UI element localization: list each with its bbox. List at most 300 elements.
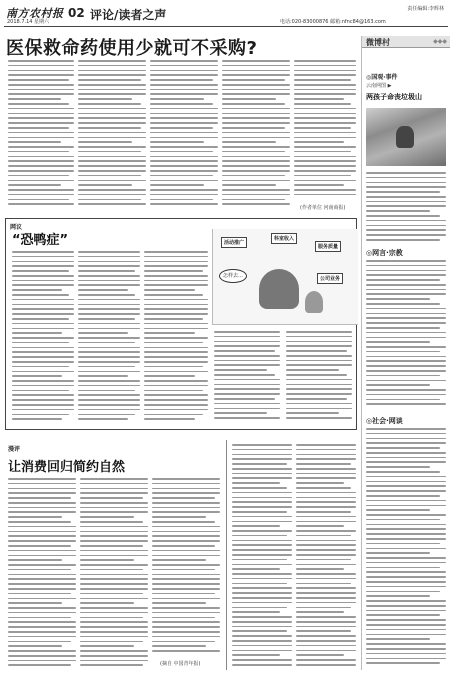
sidebar-text-2 xyxy=(366,260,446,410)
text-line xyxy=(222,70,290,72)
text-line xyxy=(366,452,446,454)
text-line xyxy=(214,417,280,419)
text-line xyxy=(222,160,290,162)
text-line xyxy=(232,540,292,542)
text-line xyxy=(152,636,220,638)
text-line xyxy=(366,289,446,291)
opinion-tag: 网议 xyxy=(10,224,23,231)
text-line xyxy=(296,492,356,494)
text-line xyxy=(144,256,208,258)
text-line xyxy=(152,492,220,494)
text-line xyxy=(366,225,446,227)
text-line xyxy=(80,621,148,623)
text-line xyxy=(366,351,440,353)
text-line xyxy=(232,521,292,523)
text-line xyxy=(366,653,446,655)
text-line xyxy=(150,127,213,129)
text-line xyxy=(286,331,352,333)
text-line xyxy=(294,113,356,115)
text-line xyxy=(144,304,208,306)
text-line xyxy=(214,345,280,347)
text-line xyxy=(78,84,146,86)
text-line xyxy=(232,664,292,666)
text-line xyxy=(12,304,74,306)
text-line xyxy=(78,203,146,205)
text-line xyxy=(232,630,287,632)
text-line xyxy=(12,261,74,263)
text-line xyxy=(366,346,446,348)
text-line xyxy=(144,308,208,310)
text-line xyxy=(80,483,148,485)
text-line xyxy=(286,403,352,405)
text-line xyxy=(8,598,76,600)
text-line xyxy=(8,141,61,143)
text-line xyxy=(152,645,206,647)
text-line xyxy=(214,341,280,343)
issue-date: 2018.7.14 星期六 xyxy=(7,19,50,25)
text-line xyxy=(144,332,195,334)
text-line xyxy=(150,113,218,115)
text-line xyxy=(80,502,148,504)
text-line xyxy=(232,554,292,556)
text-line xyxy=(8,511,76,513)
text-line xyxy=(78,375,128,377)
text-line xyxy=(294,74,356,76)
text-line xyxy=(8,521,71,523)
text-line xyxy=(12,299,74,301)
text-line xyxy=(152,641,215,643)
text-line xyxy=(8,60,74,62)
text-line xyxy=(78,294,135,296)
text-line xyxy=(80,617,143,619)
text-line xyxy=(78,308,140,310)
text-line xyxy=(286,393,352,395)
text-line xyxy=(232,530,292,532)
text-line xyxy=(366,595,430,597)
text-line xyxy=(78,280,140,282)
text-line xyxy=(366,394,446,396)
text-line xyxy=(366,567,440,569)
text-line xyxy=(12,347,74,349)
text-line xyxy=(150,141,204,143)
text-line xyxy=(8,146,74,148)
text-line xyxy=(366,524,446,526)
text-line xyxy=(366,648,446,650)
text-line xyxy=(296,468,356,470)
text-line xyxy=(286,374,347,376)
text-line xyxy=(8,535,76,537)
text-line xyxy=(222,146,290,148)
text-line xyxy=(152,516,206,518)
text-line xyxy=(366,403,446,405)
text-line xyxy=(296,559,351,561)
text-line xyxy=(8,555,76,557)
text-line xyxy=(294,117,356,119)
text-line xyxy=(366,571,446,573)
text-line xyxy=(232,501,292,503)
text-line xyxy=(8,507,76,509)
text-line xyxy=(150,175,213,177)
sidebar-tag-society: ◎社会·网谈 xyxy=(366,417,403,425)
text-line xyxy=(12,289,62,291)
text-line xyxy=(232,583,287,585)
text-line xyxy=(150,146,218,148)
text-line xyxy=(296,597,356,599)
lower-article-tag: 漫评 xyxy=(8,446,21,453)
text-line xyxy=(8,84,74,86)
text-line xyxy=(150,170,218,172)
text-line xyxy=(80,488,148,490)
text-line xyxy=(78,313,140,315)
text-line xyxy=(8,626,76,628)
text-line xyxy=(144,356,208,358)
text-line xyxy=(232,506,292,508)
text-line xyxy=(80,497,143,499)
text-line xyxy=(286,369,339,371)
text-line xyxy=(294,151,351,153)
text-line xyxy=(78,180,146,182)
text-line xyxy=(366,205,446,207)
text-line xyxy=(152,545,215,547)
text-line xyxy=(8,122,74,124)
text-line xyxy=(78,122,146,124)
cartoon-figure xyxy=(259,269,299,309)
text-line xyxy=(366,658,446,660)
text-line xyxy=(222,137,290,139)
text-line xyxy=(214,331,280,333)
text-line xyxy=(80,578,148,580)
text-line xyxy=(366,428,446,430)
opinion-column-2 xyxy=(78,251,140,425)
editor-info: 责任编辑:李辉林 xyxy=(407,6,444,12)
text-line xyxy=(78,366,135,368)
text-line xyxy=(152,593,215,595)
text-line xyxy=(366,375,440,377)
text-line xyxy=(294,160,356,162)
text-line xyxy=(8,588,76,590)
text-line xyxy=(152,631,220,633)
text-line xyxy=(294,156,356,158)
text-line xyxy=(152,507,220,509)
text-line xyxy=(80,645,134,647)
text-line xyxy=(366,634,446,636)
text-line xyxy=(12,256,74,258)
text-line xyxy=(150,98,204,100)
text-line xyxy=(8,184,61,186)
text-line xyxy=(366,317,446,319)
text-line xyxy=(150,189,218,191)
text-line xyxy=(296,635,356,637)
text-line xyxy=(150,65,218,67)
text-line xyxy=(232,611,280,613)
text-line xyxy=(80,664,143,666)
text-line xyxy=(78,170,146,172)
lower-column-2 xyxy=(80,478,148,670)
text-line xyxy=(78,409,140,411)
text-line xyxy=(294,60,356,62)
text-line xyxy=(366,586,446,588)
text-line xyxy=(286,345,352,347)
text-line xyxy=(78,390,135,392)
text-line xyxy=(78,289,128,291)
text-line xyxy=(222,113,290,115)
text-line xyxy=(12,404,74,406)
text-line xyxy=(78,74,146,76)
text-line xyxy=(78,275,140,277)
text-line xyxy=(366,438,446,440)
text-line xyxy=(232,477,292,479)
text-line xyxy=(222,180,290,182)
text-line xyxy=(78,351,140,353)
text-line xyxy=(152,650,220,652)
lower-column-1 xyxy=(8,478,76,670)
cartoon-figure-small xyxy=(305,291,323,313)
text-line xyxy=(150,93,218,95)
text-line xyxy=(152,621,220,623)
text-line xyxy=(8,180,74,182)
text-line xyxy=(8,602,62,604)
cartoon-speech-bubble: 怎样去… xyxy=(219,269,247,283)
text-line xyxy=(78,89,146,91)
text-line xyxy=(8,660,76,662)
text-line xyxy=(152,574,220,576)
text-line xyxy=(8,564,76,566)
text-line xyxy=(152,626,220,628)
text-line xyxy=(366,638,430,640)
text-line xyxy=(80,540,148,542)
text-line xyxy=(78,70,146,72)
text-line xyxy=(296,487,351,489)
text-line xyxy=(78,318,135,320)
masthead xyxy=(4,3,448,27)
text-line xyxy=(222,98,276,100)
text-line xyxy=(286,398,347,400)
text-line xyxy=(294,165,356,167)
text-line xyxy=(232,621,292,623)
text-line xyxy=(366,581,446,583)
text-line xyxy=(286,384,352,386)
text-line xyxy=(80,655,148,657)
text-line xyxy=(214,355,280,357)
text-line xyxy=(366,399,440,401)
text-line xyxy=(214,388,280,390)
text-line xyxy=(78,137,146,139)
section-title: 评论/读者之声 xyxy=(90,8,167,22)
text-line xyxy=(294,132,356,134)
text-line xyxy=(294,194,356,196)
text-line xyxy=(12,380,74,382)
text-line xyxy=(80,612,148,614)
text-line xyxy=(80,631,148,633)
text-line xyxy=(366,322,446,324)
text-line xyxy=(144,284,208,286)
text-line xyxy=(286,355,352,357)
opinion-column-4 xyxy=(214,331,280,425)
text-line xyxy=(144,261,208,263)
text-line xyxy=(8,492,76,494)
text-line xyxy=(150,194,218,196)
text-line xyxy=(366,370,446,372)
text-line xyxy=(144,414,203,416)
text-line xyxy=(8,526,76,528)
text-line xyxy=(8,194,74,196)
text-line xyxy=(12,294,69,296)
text-line xyxy=(8,478,76,480)
text-line xyxy=(232,587,292,589)
text-line xyxy=(214,379,280,381)
text-line xyxy=(296,516,356,518)
text-line xyxy=(214,403,280,405)
text-line xyxy=(12,390,69,392)
text-line xyxy=(296,497,356,499)
text-line xyxy=(78,199,141,201)
article-column-1 xyxy=(8,60,74,210)
text-line xyxy=(80,607,148,609)
text-line xyxy=(8,636,76,638)
text-line xyxy=(8,497,71,499)
text-line xyxy=(214,374,275,376)
text-line xyxy=(78,65,146,67)
text-line xyxy=(366,576,446,578)
text-line xyxy=(366,614,440,616)
text-line xyxy=(366,591,440,593)
text-line xyxy=(152,569,215,571)
text-line xyxy=(150,122,218,124)
text-line xyxy=(150,156,218,158)
text-line xyxy=(144,337,208,339)
text-line xyxy=(8,165,74,167)
text-line xyxy=(150,79,213,81)
text-line xyxy=(222,89,290,91)
text-line xyxy=(78,160,146,162)
text-line xyxy=(80,569,143,571)
text-line xyxy=(296,621,356,623)
text-line xyxy=(366,332,446,334)
text-line xyxy=(232,544,292,546)
text-line xyxy=(8,175,69,177)
text-line xyxy=(152,540,220,542)
text-line xyxy=(8,483,76,485)
text-line xyxy=(78,418,128,420)
text-line xyxy=(144,318,203,320)
text-line xyxy=(366,466,430,468)
text-line xyxy=(232,535,287,537)
cartoon-sign-promotion: 活动推广 xyxy=(221,237,247,248)
sidebar-headline: 两孩子命丧垃圾山 xyxy=(366,93,422,101)
text-line xyxy=(152,531,220,533)
text-line xyxy=(78,103,141,105)
text-line xyxy=(296,463,351,465)
text-line xyxy=(12,351,74,353)
text-line xyxy=(144,366,203,368)
text-line xyxy=(78,127,141,129)
text-line xyxy=(12,280,74,282)
text-line xyxy=(78,347,140,349)
text-line xyxy=(152,483,220,485)
text-line xyxy=(144,375,195,377)
text-line xyxy=(144,323,208,325)
text-line xyxy=(296,449,356,451)
text-line xyxy=(8,74,74,76)
text-line xyxy=(366,177,446,179)
text-line xyxy=(78,361,140,363)
text-line xyxy=(232,607,287,609)
text-line xyxy=(144,299,208,301)
text-line xyxy=(296,573,356,575)
text-line xyxy=(294,180,356,182)
sidebar-tag-events: ◎国观·事件 xyxy=(366,74,398,81)
text-line xyxy=(144,394,208,396)
text-line xyxy=(78,184,132,186)
text-line xyxy=(214,412,267,414)
text-line xyxy=(8,189,74,191)
sidebar-text-3 xyxy=(366,428,446,668)
text-line xyxy=(78,385,140,387)
editorial-cartoon xyxy=(212,229,358,325)
sidebar-tag-religion: ◎网言·宗教 xyxy=(366,249,403,257)
text-line xyxy=(296,444,356,446)
text-line xyxy=(296,549,356,551)
text-line xyxy=(12,399,74,401)
text-line xyxy=(232,454,292,456)
text-line xyxy=(78,60,146,62)
text-line xyxy=(8,502,76,504)
text-line xyxy=(80,478,148,480)
text-line xyxy=(80,521,143,523)
text-line xyxy=(232,458,292,460)
text-line xyxy=(294,170,356,172)
text-line xyxy=(152,612,220,614)
text-line xyxy=(12,371,74,373)
text-line xyxy=(12,414,69,416)
text-line xyxy=(232,635,292,637)
page-headline: 医保救命药使用少就可不采购? xyxy=(6,38,258,59)
text-line xyxy=(366,341,430,343)
text-line xyxy=(80,559,134,561)
text-line xyxy=(8,203,74,205)
text-line xyxy=(78,251,140,253)
text-line xyxy=(78,256,140,258)
text-line xyxy=(80,602,134,604)
text-line xyxy=(8,607,76,609)
text-line xyxy=(150,74,218,76)
contact-info: 电话:020-83000876 邮箱:nfnc84@163.com xyxy=(280,19,386,25)
text-line xyxy=(296,664,356,666)
text-line xyxy=(152,535,220,537)
text-line xyxy=(366,643,446,645)
text-line xyxy=(8,156,74,158)
text-line xyxy=(296,640,356,642)
text-line xyxy=(222,156,290,158)
text-line xyxy=(366,447,440,449)
article-column-2 xyxy=(78,60,146,210)
text-line xyxy=(144,251,208,253)
text-line xyxy=(152,607,220,609)
text-line xyxy=(232,516,292,518)
text-line xyxy=(232,487,287,489)
text-line xyxy=(296,587,356,589)
text-line xyxy=(152,521,215,523)
text-line xyxy=(12,385,74,387)
text-line xyxy=(152,497,215,499)
text-line xyxy=(366,303,440,305)
text-line xyxy=(286,417,352,419)
text-line xyxy=(366,538,446,540)
sidebar-text-1 xyxy=(366,172,446,244)
text-line xyxy=(152,502,220,504)
text-line xyxy=(8,545,71,547)
text-line xyxy=(366,298,430,300)
